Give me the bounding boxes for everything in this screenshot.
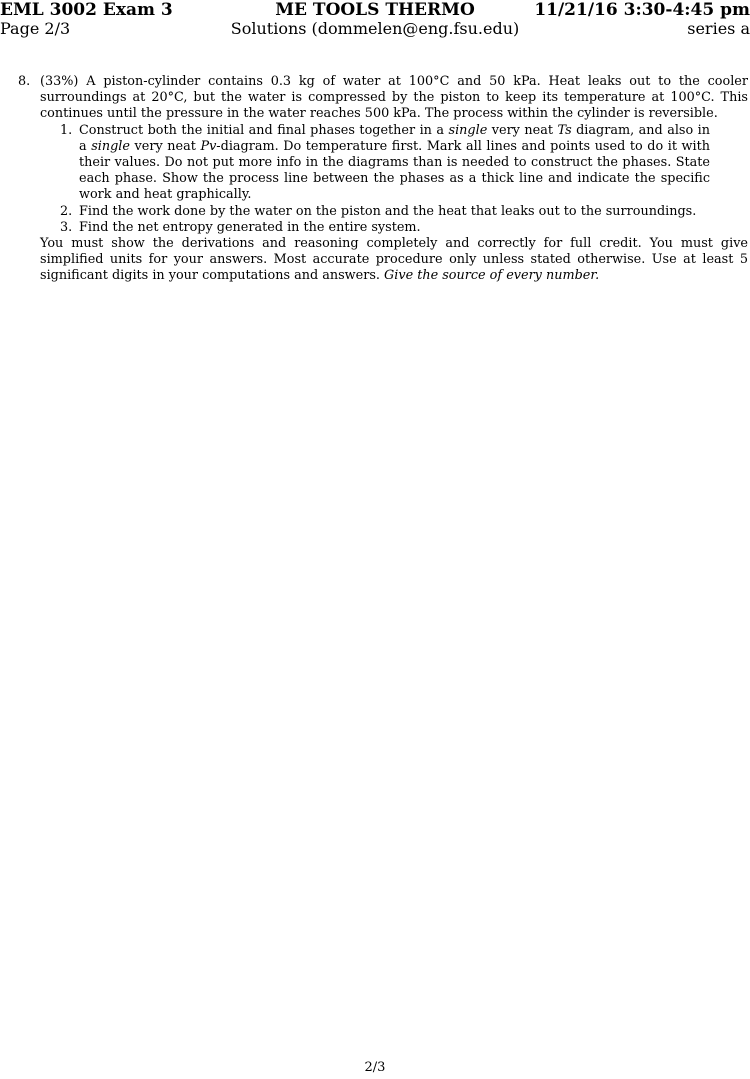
course-title: EML 3002 Exam 3 [0, 0, 173, 20]
header-line-2 [0, 19, 750, 39]
instructions-paragraph [18, 236, 748, 285]
instructions-text: You must show the derivations and reasoning completely and correctly for full credit. You must give simplified units for your answers. Most accurate procedure only unless stated otherwise. Use at least 5 significant digits in your computations and answers. [40, 236, 748, 284]
header-line-1 [0, 0, 750, 20]
emphasis-text: single [91, 138, 130, 154]
problem-statement [18, 74, 748, 123]
math-symbol: Pv [200, 138, 217, 154]
exam-title: ME TOOLS THERMO [275, 0, 475, 20]
page-indicator: Page 2/3 [0, 19, 71, 38]
subitem-text: Find the net entropy generated in the entire system. [79, 219, 421, 235]
subitem-text: very neat [129, 138, 201, 154]
subitem-2 [60, 204, 710, 220]
subitem-text: Find the work done by the water on the piston and the heat that leaks out to the surroundings. [79, 203, 697, 219]
exam-content [18, 74, 748, 285]
subitem-text: diagram, and also in a [79, 122, 711, 154]
subitem-text: -diagram. Do temperature first. Mark all lines and points used to do it with their values. Do not put more info in the diagrams than is needed to construct the phases. State each phase. Show the process line between the phases as a thick line and indicate the specific work and heat graphically. [79, 138, 710, 203]
problem-text: (33%) A piston-cylinder contains 0.3 kg of water at 100°C and 50 kPa. Heat leaks out to the cooler surroundings at 20°C, but the water is compressed by the piston to keep its temperature at 100°C. This continues until the pressure in the water reaches 500 kPa. The process within the cylinder is reversible. [40, 74, 748, 122]
series-label: series a [687, 19, 750, 38]
subitem-3 [60, 220, 710, 236]
subitem-text: very neat [487, 122, 558, 138]
subitem-number: 3. [60, 219, 73, 235]
problem-number: 8. [18, 74, 31, 89]
page-footer-number: 2/3 [364, 1060, 386, 1075]
math-symbol: Ts [557, 122, 572, 138]
problem-subitems [18, 123, 710, 236]
exam-datetime: 11/21/16 3:30-4:45 pm [534, 0, 750, 20]
emphasis-text: single [448, 122, 488, 138]
subitem-text: Construct both the initial and final phases together in a [79, 122, 449, 138]
subitem-1 [60, 123, 710, 204]
solutions-contact: Solutions (dommelen@eng.fsu.edu) [230, 19, 520, 38]
subitem-number: 1. [60, 122, 73, 138]
subitem-number: 2. [60, 203, 73, 219]
instructions-emphasis: Give the source of every number. [384, 268, 600, 284]
